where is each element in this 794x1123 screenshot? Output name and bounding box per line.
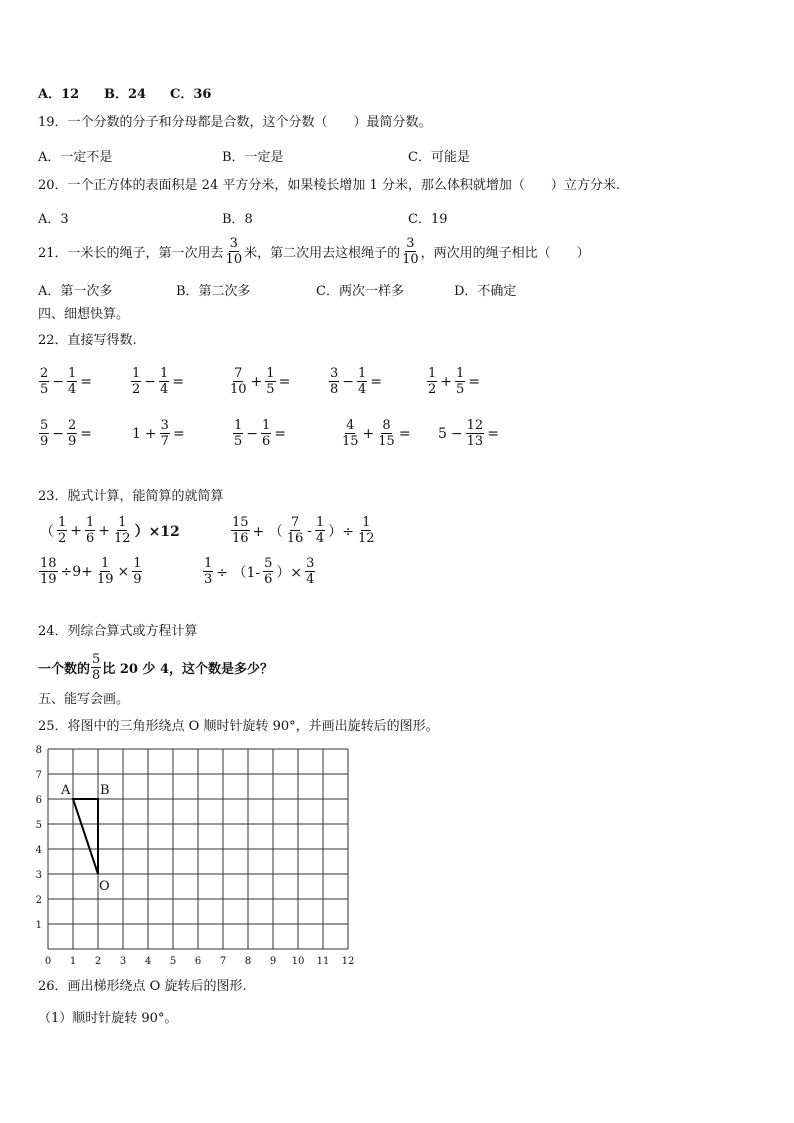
q18-option-c: C．36 [170, 87, 212, 102]
x-tick-label: 12 [341, 956, 355, 967]
q23-e2-frac4 [357, 515, 376, 546]
denominator: 15 [342, 434, 359, 449]
denominator: 8 [92, 668, 101, 683]
x-tick-label: 0 [44, 956, 52, 967]
q23-e1-lparen: （ [40, 523, 54, 540]
equals-sign: = [278, 373, 291, 390]
fraction-b [67, 366, 77, 397]
q23-e3-op1: ÷9+ [60, 563, 93, 580]
denominator: 12 [114, 531, 131, 546]
equals-sign: = [398, 425, 411, 442]
q22-stem: 22．直接写得数. [38, 333, 137, 348]
row2-expression-1 [38, 418, 94, 449]
point-a-label: A [61, 783, 71, 798]
numerator: 12 [466, 418, 484, 433]
x-tick-label: 1 [69, 956, 77, 967]
numerator: 1 [118, 515, 127, 530]
q21-fraction-1-den: 10 [225, 252, 243, 267]
fraction-a [233, 418, 243, 449]
numerator: 1 [160, 366, 169, 381]
denominator: 8 [330, 382, 339, 397]
fraction-b [466, 418, 485, 449]
q23-e3-frac2 [96, 556, 115, 587]
x-tick-label: 8 [244, 956, 252, 967]
x-tick-label: 11 [316, 956, 330, 967]
numerator: 1 [234, 418, 243, 433]
rotation-grid [30, 745, 370, 969]
fraction-a [341, 418, 360, 449]
operator: + [362, 425, 375, 442]
q23-e4-frac3 [305, 556, 315, 587]
point-b-label: B [100, 783, 110, 798]
section-5-heading: 五、能写会画。 [38, 692, 130, 707]
numerator: 3 [160, 418, 169, 433]
denominator: 9 [133, 572, 142, 587]
equals-sign: = [172, 373, 185, 390]
q23-e2-frac2 [286, 515, 305, 546]
q20-option-b: B．8 [222, 212, 253, 227]
denominator: 6 [86, 531, 95, 546]
row2-expression-5 [436, 418, 501, 449]
q23-expression-1 [38, 515, 182, 546]
numerator: 7 [290, 515, 300, 530]
numerator: 1 [262, 418, 271, 433]
q23-e1-frac3 [113, 515, 132, 546]
numerator: 1 [456, 366, 465, 381]
row2-expression-3 [232, 418, 288, 449]
fraction-a [427, 366, 437, 397]
q23-e2-frac1 [231, 515, 250, 546]
q18-option-a: A．12 [38, 87, 80, 102]
section-4-heading: 四、细想快算。 [38, 307, 130, 322]
operator: − [246, 425, 259, 442]
q23-e4-frac1 [203, 556, 213, 587]
row1-expression-2 [130, 366, 186, 397]
point-o-label: O [99, 879, 110, 894]
operator: − [450, 425, 463, 442]
q23-expression-2 [230, 515, 377, 546]
q23-e1-op1: + [70, 522, 83, 539]
denominator: 4 [316, 531, 325, 546]
fraction-b [377, 418, 396, 449]
denominator: 4 [160, 382, 169, 397]
numerator: 1 [58, 515, 67, 530]
y-tick-label: 6 [35, 795, 42, 806]
numerator: 1 [68, 366, 77, 381]
q24-fraction [91, 652, 101, 683]
q23-e1-rparen: ）×12 [134, 523, 180, 540]
numerator: 8 [382, 418, 391, 433]
numerator: 1 [358, 366, 367, 381]
triangle-shape [73, 799, 98, 874]
numerator: 5 [40, 418, 49, 433]
denominator: 9 [68, 434, 77, 449]
numerator: 3 [306, 556, 315, 571]
q21-option-c: C．两次一样多 [316, 284, 404, 299]
denominator: 10 [230, 382, 247, 397]
q23-e2-op1: + （ [252, 523, 283, 540]
y-tick-label: 2 [35, 895, 42, 906]
denominator: 2 [428, 382, 437, 397]
q21-stem-c: ，两次用的绳子相比（ ） [420, 246, 590, 261]
q23-e3-op2: × [117, 563, 130, 580]
numerator: 1 [204, 556, 213, 571]
denominator: 5 [234, 434, 243, 449]
fraction-b [455, 366, 465, 397]
q21-stem-b: 米，第二次用去这根绳子的 [244, 246, 401, 261]
q19-option-b: B．一定是 [222, 150, 284, 165]
equals-sign: = [370, 373, 383, 390]
denominator: 12 [358, 531, 375, 546]
y-tick-label: 8 [35, 745, 42, 756]
numerator: 1 [362, 515, 371, 530]
x-tick-label: 3 [119, 956, 127, 967]
q24-stem: 24．列综合算式或方程计算 [38, 624, 198, 639]
q19-option-a: A．一定不是 [38, 150, 113, 165]
operator: + [250, 373, 263, 390]
q23-e1-frac1 [57, 515, 67, 546]
y-tick-label: 3 [35, 870, 42, 881]
fraction-a [39, 366, 49, 397]
denominator: 2 [58, 531, 67, 546]
q21-stem-a: 21．一米长的绳子，第一次用去 [38, 246, 224, 261]
numerator: 15 [232, 515, 249, 530]
q23-e3-frac3 [132, 556, 142, 587]
q21-option-b: B．第二次多 [176, 284, 251, 299]
numerator: 4 [346, 418, 355, 433]
q21-stem [38, 236, 590, 267]
q23-stem: 23．脱式计算，能简算的就简算 [38, 489, 224, 504]
fraction-b [357, 366, 367, 397]
numerator: 18 [40, 556, 57, 571]
y-tick-label: 4 [35, 845, 42, 856]
q23-expression-4 [202, 556, 316, 587]
equals-sign: = [80, 373, 93, 390]
q24-text-a: 一个数的 [38, 662, 91, 677]
whole-number: 5 [438, 425, 447, 442]
whole-number: 1 [132, 425, 141, 442]
operator: − [342, 373, 355, 390]
denominator: 2 [132, 382, 141, 397]
y-tick-label: 7 [35, 770, 42, 781]
q18-option-b: B．24 [104, 87, 147, 102]
fraction-a [229, 366, 248, 397]
q23-e2-op2: - [307, 522, 313, 539]
fraction-b [160, 418, 170, 449]
numerator: 3 [330, 366, 339, 381]
q21-fraction-2-den: 10 [402, 252, 419, 267]
fraction-a [329, 366, 339, 397]
numerator: 1 [428, 366, 437, 381]
denominator: 7 [160, 434, 169, 449]
operator: − [144, 373, 157, 390]
equals-sign: = [172, 425, 185, 442]
operator: − [52, 373, 65, 390]
q21-fraction-1-num: 3 [229, 236, 238, 251]
numerator: 1 [132, 366, 141, 381]
denominator: 19 [96, 572, 114, 587]
numerator: 2 [40, 366, 49, 381]
y-tick-label: 5 [35, 820, 42, 831]
row2-expression-2 [130, 418, 187, 449]
x-tick-label: 6 [194, 956, 202, 967]
q23-expression-3 [38, 556, 143, 587]
q21-option-a: A．第一次多 [38, 284, 113, 299]
q24-problem [38, 652, 273, 683]
row2-expression-4 [340, 418, 413, 449]
q23-e3-frac1 [39, 556, 58, 587]
q21-fraction-1 [225, 236, 244, 267]
q26-sub1: （1）顺时针旋转 90°。 [38, 1011, 178, 1026]
q20-stem: 20．一个正方体的表面积是 24 平方分米，如果棱长增加 1 分米，那么体积就增加（ ）立方分米. [38, 178, 621, 193]
q19-option-c: C．可能是 [408, 150, 470, 165]
denominator: 5 [456, 382, 465, 397]
fraction-b [67, 418, 77, 449]
fraction-b [159, 366, 169, 397]
numerator: 2 [68, 418, 77, 433]
x-tick-label: 4 [144, 956, 152, 967]
q23-e2-frac3 [315, 515, 325, 546]
numerator: 5 [92, 652, 101, 667]
equals-sign: = [468, 373, 481, 390]
y-tick-label: 1 [35, 920, 42, 931]
denominator: 9 [40, 434, 49, 449]
numerator: 7 [234, 366, 243, 381]
q21-option-d: D．不确定 [454, 284, 517, 299]
denominator: 13 [466, 434, 484, 449]
numerator: 1 [133, 556, 142, 571]
equals-sign: = [274, 425, 287, 442]
denominator: 4 [68, 382, 77, 397]
denominator: 6 [262, 434, 271, 449]
denominator: 3 [204, 572, 213, 587]
denominator: 16 [232, 531, 249, 546]
numerator: 1 [266, 366, 275, 381]
q21-fraction-2 [401, 236, 420, 267]
numerator: 1 [316, 515, 325, 530]
numerator: 5 [264, 556, 273, 571]
numerator: 1 [101, 556, 110, 571]
denominator: 6 [264, 572, 273, 587]
denominator: 15 [378, 434, 395, 449]
q23-e4-op2: ）× [276, 564, 303, 581]
denominator: 5 [266, 382, 275, 397]
equals-sign: = [487, 425, 499, 442]
x-tick-label: 2 [94, 956, 102, 967]
equals-sign: = [80, 425, 93, 442]
denominator: 4 [358, 382, 367, 397]
fraction-a [131, 366, 141, 397]
x-tick-label: 10 [291, 956, 305, 967]
q19-stem: 19．一个分数的分子和分母都是合数，这个分数（ ）最简分数。 [38, 115, 432, 130]
q20-option-a: A．3 [38, 212, 69, 227]
q25-stem: 25．将图中的三角形绕点 O 顺时针旋转 90°，并画出旋转后的图形。 [38, 719, 439, 734]
q26-stem: 26．画出梯形绕点 O 旋转后的图形. [38, 979, 247, 994]
row1-expression-1 [38, 366, 94, 397]
denominator: 5 [40, 382, 49, 397]
q23-e4-frac2 [263, 556, 273, 587]
x-tick-label: 5 [169, 956, 177, 967]
numerator: 1 [86, 515, 95, 530]
fraction-b [265, 366, 275, 397]
q21-fraction-2-num: 3 [406, 236, 415, 251]
fraction-b [261, 418, 271, 449]
q23-e2-op3: ）÷ [328, 523, 355, 540]
q24-text-b: 比 20 少 4，这个数是多少？ [102, 662, 274, 677]
x-tick-label: 7 [219, 956, 227, 967]
operator: + [440, 373, 453, 390]
q20-option-c: C．19 [408, 212, 448, 227]
denominator: 19 [40, 572, 57, 587]
q23-e4-op1: ÷ （1- [216, 564, 261, 581]
q23-e1-frac2 [85, 515, 95, 546]
row1-expression-3 [228, 366, 292, 397]
fraction-a [39, 418, 49, 449]
operator: + [144, 425, 157, 442]
row1-expression-4 [328, 366, 384, 397]
q23-e1-op2: + [98, 522, 111, 539]
operator: − [52, 425, 65, 442]
row1-expression-5 [426, 366, 482, 397]
denominator: 4 [306, 572, 315, 587]
denominator: 16 [286, 531, 304, 546]
x-tick-label: 9 [269, 956, 277, 967]
